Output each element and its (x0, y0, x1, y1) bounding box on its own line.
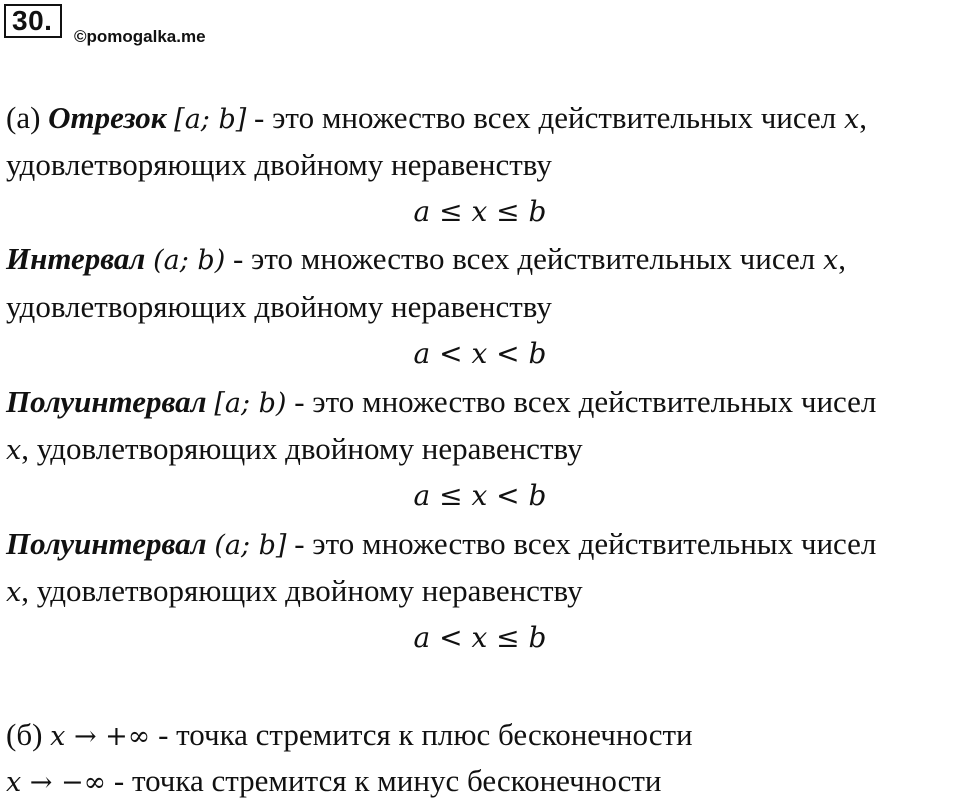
text-line (6, 147, 552, 183)
term-name: Интервал (6, 241, 146, 276)
math-expression: x → −∞ (6, 767, 107, 798)
formula-interval: a < x < b (413, 337, 547, 370)
math-expression: x (844, 104, 860, 135)
math-expression: [a; b) (214, 388, 287, 419)
math-expression: x → +∞ (50, 721, 151, 752)
term-name: Полуинтервал (6, 526, 207, 561)
text-fragment: - это множество всех действительных чисел (286, 384, 877, 419)
text-line-plus-infinity (6, 717, 693, 755)
text-fragment: , удовлетворяющих двойному неравенству (21, 431, 583, 466)
math-expression: x (822, 245, 839, 276)
text-fragment (145, 241, 153, 276)
text-line-segment-definition (6, 100, 867, 138)
text-fragment: , (859, 100, 867, 135)
text-line-half-interval-1-definition (6, 384, 876, 422)
text-line-minus-infinity (6, 763, 662, 801)
term-name: Полуинтервал (6, 384, 207, 419)
math-expression: x (6, 577, 22, 608)
math-expression: (a; b] (214, 530, 287, 561)
text-fragment: удовлетворяющих двойному неравенству (6, 289, 552, 324)
text-fragment: , удовлетворяющих двойному неравенству (21, 573, 583, 608)
formula-half-interval-2: a < x ≤ b (413, 621, 547, 654)
site-watermark: ©pomogalka.me (74, 27, 206, 46)
text-line (6, 431, 583, 469)
text-fragment: удовлетворяющих двойному неравенству (6, 147, 552, 182)
math-expression: (a; b) (153, 245, 226, 276)
text-fragment: - точка стремится к минус бесконечности (106, 763, 662, 798)
text-fragment: - это множество всех действительных чисел (286, 526, 877, 561)
text-line-interval-definition (6, 241, 846, 279)
formula-segment: a ≤ x ≤ b (413, 195, 547, 228)
math-expression: [a; b] (174, 104, 247, 135)
formula-half-interval-1: a ≤ x < b (413, 479, 547, 512)
text-line (6, 289, 552, 325)
text-fragment: - точка стремится к плюс бесконечности (150, 717, 693, 752)
term-name: Отрезок (48, 100, 167, 135)
text-fragment: (б) (6, 717, 51, 752)
text-fragment: - это множество всех действительных чисел (225, 241, 823, 276)
text-fragment: , (838, 241, 846, 276)
text-fragment: (а) (6, 100, 49, 135)
text-line (6, 573, 583, 611)
text-fragment: - это множество всех действительных чисел (246, 100, 845, 135)
text-line-half-interval-2-definition (6, 526, 876, 564)
problem-number: 30. (4, 4, 62, 38)
text-fragment (166, 100, 174, 135)
math-expression: x (6, 435, 22, 466)
